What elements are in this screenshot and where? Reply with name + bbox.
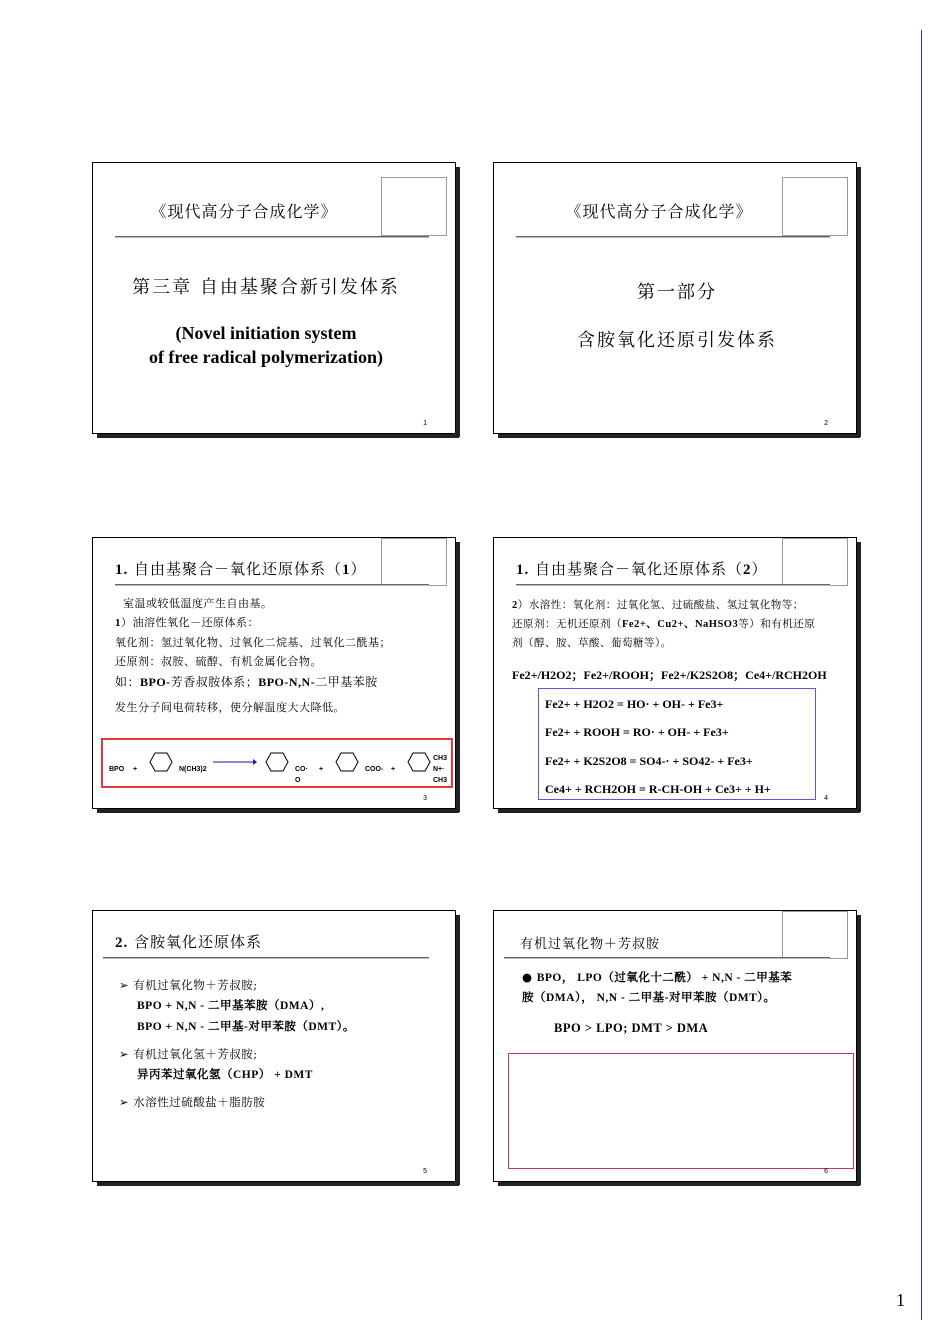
corner-box	[782, 911, 848, 959]
part-subtitle: 含胺氧化还原引发体系	[577, 330, 777, 351]
arrow-bullet-icon: ➢	[119, 978, 134, 992]
list-item: ➢ 有机过氧化物＋芳叔胺;	[119, 978, 258, 992]
plus-sign: +	[133, 766, 138, 773]
slide-number: 1	[423, 420, 427, 427]
slide-2	[493, 162, 857, 434]
carboxylate-label: COO-	[365, 766, 384, 773]
body-line: 2）水溶性：氧化剂：过氧化氢、过硫酸盐、氢过氧化物等；	[512, 599, 804, 611]
list-item: ➢ 水溶性过硫酸盐＋脂肪胺	[119, 1095, 266, 1109]
list-item: ➢ 有机过氧化氢＋芳叔胺;	[119, 1047, 258, 1061]
slide-1	[92, 162, 456, 434]
redox-systems: Fe2+/H2O2；Fe2+/ROOH；Fe2+/K2S2O8；Ce4+/RCH2OH	[512, 668, 827, 682]
dot-bullet-icon: ●	[522, 970, 537, 984]
slide-heading: 2. 含胺氧化还原体系	[115, 933, 263, 951]
reaction-arrow-icon	[213, 758, 257, 766]
order-line: BPO > LPO; DMT > DMA	[554, 1021, 709, 1035]
corner-box	[381, 538, 447, 586]
equations-box	[538, 688, 816, 800]
slide-body	[512, 596, 847, 653]
slide-number: 6	[824, 1168, 828, 1175]
equation: Ce4+ + RCH2OH = R-CH-OH + Ce3+ + H+	[545, 782, 771, 796]
co-radical-label: CO·	[295, 766, 308, 773]
divider	[504, 957, 830, 959]
slide-heading: 1. 自由基聚合－氧化还原体系（1）	[115, 560, 367, 578]
slide-body	[119, 975, 439, 1113]
plus-sign: +	[319, 766, 324, 773]
methyl-label: CH3	[433, 777, 448, 784]
book-title: 《现代高分子合成化学》	[565, 202, 753, 221]
list-subitem: 异丙苯过氧化氢（CHP） + DMT	[137, 1069, 313, 1081]
divider	[115, 236, 429, 238]
arrow-bullet-icon: ➢	[119, 1095, 134, 1109]
amine-label: N(CH3)2	[179, 766, 207, 773]
margin-line	[921, 30, 922, 1320]
list-subitem: BPO + N,N - 二甲基-对甲苯胺（DMT）。	[137, 1021, 355, 1033]
part-title: 第一部分	[637, 282, 717, 303]
benzene-ring-icon	[265, 752, 289, 772]
slide-body	[522, 967, 832, 1038]
slide-4	[493, 537, 857, 809]
corner-box	[782, 538, 848, 586]
slide-heading: 有机过氧化物＋芳叔胺	[520, 937, 661, 952]
amine-cation-label: N+·	[433, 766, 445, 773]
arrow-bullet-icon: ➢	[119, 1047, 134, 1061]
book-title: 《现代高分子合成化学》	[150, 202, 338, 221]
chapter-title: 第三章 自由基聚合新引发体系	[132, 277, 400, 298]
slide-heading: 1. 自由基聚合－氧化还原体系（2）	[516, 560, 768, 578]
equation: Fe2+ + H2O2 = HO· + OH- + Fe3+	[545, 697, 724, 711]
english-title-line-1: (Novel initiation system	[175, 323, 357, 343]
slide-3	[92, 537, 456, 809]
slide-number: 3	[423, 795, 427, 802]
equation: Fe2+ + ROOH = RO· + OH- + Fe3+	[545, 725, 729, 739]
bullet-item-cont: 胺（DMA）， N,N - 二甲基-对甲苯胺（DMT）。	[522, 992, 776, 1004]
bpo-label: BPO	[109, 766, 125, 773]
body-line: 氧化剂：氢过氧化物、过氧化二烷基、过氧化二酰基；	[115, 636, 391, 649]
body-line: 发生分子间电荷转移，使分解温度大大降低。	[115, 701, 345, 714]
body-line: 剂（醇、胺、草酸、葡萄糖等）。	[512, 637, 672, 649]
english-title-line-2: of free radical polymerization)	[148, 347, 384, 367]
oxygen-label: O	[295, 777, 301, 784]
plus-sign: +	[391, 766, 396, 773]
bullet-item: ● BPO， LPO（过氧化十二酰） + N,N - 二甲基苯	[522, 970, 793, 984]
slide-number: 2	[824, 420, 828, 427]
benzene-ring-icon	[407, 752, 431, 772]
body-line: 如：BPO-芳香叔胺体系；BPO-N,N-二甲基苯胺	[115, 675, 378, 689]
divider	[103, 957, 429, 959]
methyl-label: CH3	[433, 755, 448, 762]
empty-figure-box	[508, 1053, 854, 1169]
slide-number: 4	[824, 795, 828, 802]
page-number: 1	[896, 1290, 905, 1310]
slide-6	[493, 910, 857, 1182]
divider	[516, 584, 830, 586]
body-line: 室温或较低温度产生自由基。	[123, 597, 273, 610]
reaction-scheme-box	[101, 738, 453, 788]
divider	[115, 584, 429, 586]
slide-body	[115, 594, 445, 717]
body-line: 还原剂：叔胺、硫醇、有机金属化合物。	[115, 655, 322, 668]
benzene-ring-icon	[149, 752, 173, 772]
divider	[516, 236, 830, 238]
list-subitem: BPO + N,N - 二甲基苯胺（DMA）,	[137, 1000, 325, 1012]
body-line: 还原剂：无机还原剂（Fe2+、Cu2+、NaHSO3等）和有机还原	[512, 618, 816, 630]
slide-5	[92, 910, 456, 1182]
equation: Fe2+ + K2S2O8 = SO4-· + SO42- + Fe3+	[545, 754, 753, 768]
body-line: 1）油溶性氧化－还原体系：	[115, 616, 259, 629]
slide-number: 5	[423, 1168, 427, 1175]
benzene-ring-icon	[335, 752, 359, 772]
